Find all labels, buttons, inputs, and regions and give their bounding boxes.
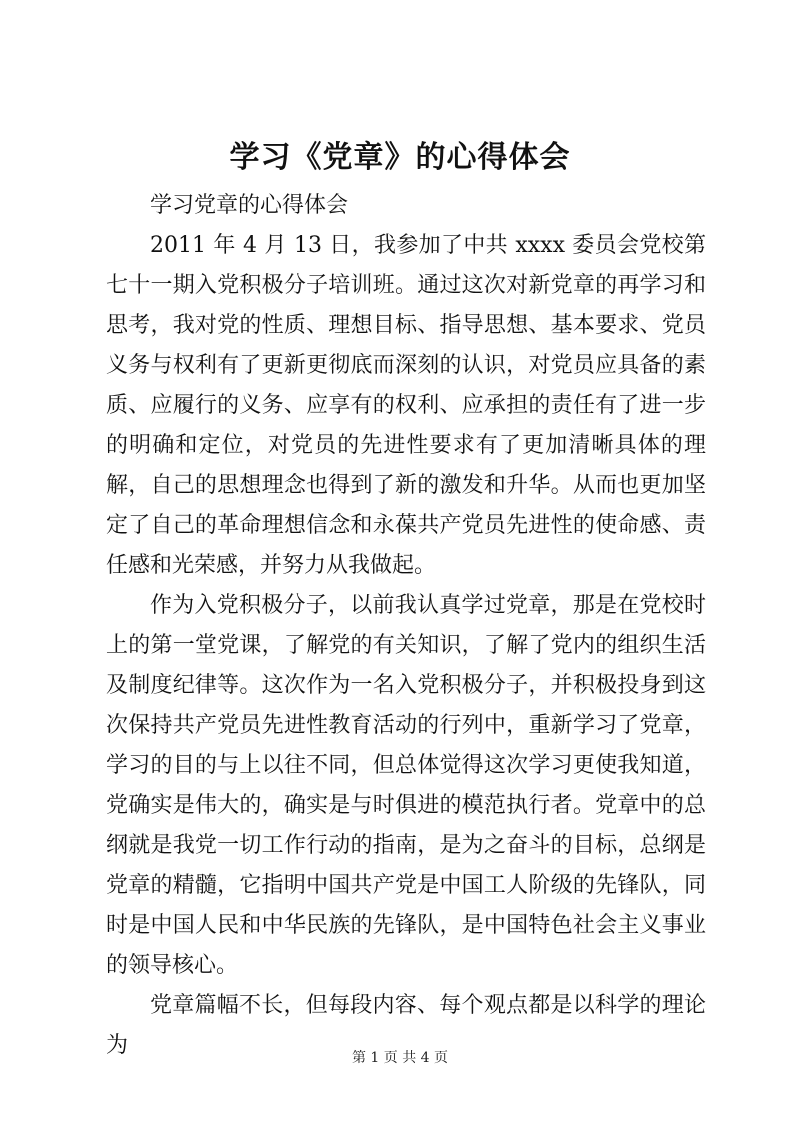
paragraph-1: 2011 年 4 月 13 日，我参加了中共 xxxx 委员会党校第七十一期入党积极分子培训班。通过这次对新党章的再学习和思考，我对党的性质、理想目标、指导思想、基本要求、党员义务与权利有了更新更彻底而深刻的认识，对党员应具备的素质、应履行的义务、应享有的权利、应承担的责任有了进一步的明确和定位，对党员的先进性要求有了更加清晰具体的理解，自己的思想理念也得到了新的激发和升华。从而也更加坚定了自己的革命理想信念和永葆共产党员先进性的使命感、责任感和光荣感，并努力从我做起。: [106, 233, 706, 578]
paragraph-3: 党章篇幅不长，但每段内容、每个观点都是以科学的理论为: [106, 993, 706, 1058]
document-subtitle: 学习党章的心得体会: [150, 193, 349, 218]
paragraph-2: 作为入党积极分子，以前我认真学过党章，那是在党校时上的第一堂党课，了解党的有关知识，了解了党内的组织生活及制度纪律等。这次作为一名入党积极分子，并积极投身到这次保持共产党员先进性教育活动的行列中，重新学习了党章，学习的目的与上以往不同，但总体觉得这次学习更使我知道，党确实是伟大的，确实是与时俱进的模范执行者。党章中的总纲就是我党一切工作行动的指南，是为之奋斗的目标，总纲是党章的精髓，它指明中国共产党是中国工人阶级的先锋队，同时是中国人民和中华民族的先锋队，是中国特色社会主义事业的领导核心。: [106, 593, 706, 978]
page-footer: 第 1 页 共 4 页: [351, 1050, 449, 1066]
document-body: [106, 186, 706, 1066]
document-title: 学习《党章》的心得体会: [229, 140, 571, 175]
